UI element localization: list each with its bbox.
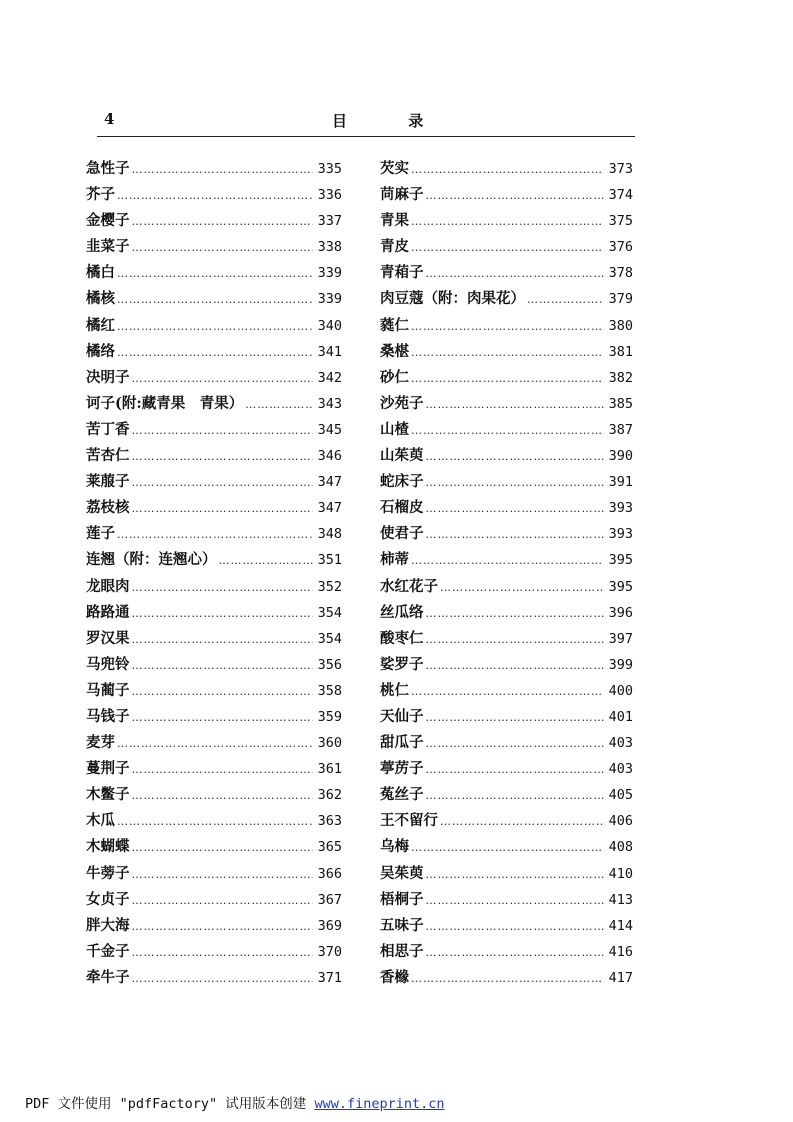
toc-entry-name: 梧桐子 xyxy=(380,890,424,908)
toc-entry-page: 399 xyxy=(608,656,633,673)
toc-entry-name: 蛇床子 xyxy=(380,473,424,491)
dot-leader xyxy=(411,346,604,359)
toc-entry-page: 335 xyxy=(317,161,342,177)
toc-entry[interactable] xyxy=(86,731,342,757)
dot-leader xyxy=(426,502,604,515)
toc-entry[interactable] xyxy=(86,366,342,392)
dot-leader xyxy=(426,607,604,620)
toc-entry-name: 相思子 xyxy=(380,942,424,960)
toc-entry-name: 五味子 xyxy=(380,916,424,934)
toc-column-right xyxy=(380,157,633,992)
toc-entry-page: 354 xyxy=(317,630,342,647)
toc-entry-page: 382 xyxy=(608,369,633,386)
dot-leader xyxy=(132,659,313,672)
toc-entry[interactable] xyxy=(380,757,633,783)
toc-entry[interactable] xyxy=(380,731,633,757)
toc-entry-page: 348 xyxy=(317,526,342,543)
dot-leader xyxy=(426,763,604,776)
toc-entry[interactable] xyxy=(86,392,342,418)
toc-entry-name: 芥子 xyxy=(86,186,115,204)
toc-entry[interactable] xyxy=(86,966,342,992)
toc-entry[interactable] xyxy=(380,548,633,574)
dot-leader xyxy=(426,476,604,489)
toc-entry[interactable] xyxy=(86,809,342,835)
dot-leader xyxy=(117,346,313,359)
toc-entry-page: 376 xyxy=(608,239,633,256)
toc-entry[interactable] xyxy=(380,627,633,653)
toc-entry-name: 乌梅 xyxy=(380,838,409,856)
toc-entry-page: 363 xyxy=(317,813,342,830)
toc-entry-page: 347 xyxy=(317,474,342,491)
toc-entry[interactable] xyxy=(380,888,633,914)
dot-leader xyxy=(411,372,604,385)
toc-entry[interactable] xyxy=(380,261,633,287)
toc-entry-page: 374 xyxy=(608,187,633,204)
toc-entry[interactable] xyxy=(380,601,633,627)
toc-entry[interactable] xyxy=(86,287,342,313)
toc-entry[interactable] xyxy=(380,966,633,992)
toc-entry-name: 菟丝子 xyxy=(380,786,424,804)
toc-entry-page: 391 xyxy=(608,474,633,491)
toc-entry-page: 400 xyxy=(608,682,633,699)
dot-leader xyxy=(117,320,313,333)
toc-entry-name: 马钱子 xyxy=(86,707,130,725)
dot-leader xyxy=(411,215,604,228)
toc-entry[interactable] xyxy=(86,835,342,861)
toc-entry-name: 木鳖子 xyxy=(86,786,130,804)
toc-entry-page: 336 xyxy=(317,187,342,204)
dot-leader xyxy=(426,189,604,202)
toc-entry-name: 使君子 xyxy=(380,525,424,543)
dot-leader xyxy=(132,424,313,437)
toc-entry-page: 367 xyxy=(317,891,342,908)
toc-entry[interactable] xyxy=(380,340,633,366)
toc-entry-name: 丝瓜络 xyxy=(380,603,424,621)
dot-leader xyxy=(132,763,313,776)
toc-entry-page: 403 xyxy=(608,761,633,778)
toc-entry-name: 山楂 xyxy=(380,420,409,438)
toc-entry-name: 石榴皮 xyxy=(380,499,424,517)
toc-entry-page: 397 xyxy=(608,630,633,647)
toc-entry[interactable] xyxy=(380,705,633,731)
dot-leader xyxy=(426,737,604,750)
dot-leader xyxy=(117,737,313,750)
toc-entry[interactable] xyxy=(380,235,633,261)
toc-entry[interactable] xyxy=(380,444,633,470)
toc-entry[interactable] xyxy=(380,914,633,940)
toc-entry[interactable] xyxy=(380,862,633,888)
toc-entry-name: 罗汉果 xyxy=(86,629,130,647)
toc-entry[interactable] xyxy=(86,235,342,261)
dot-leader xyxy=(117,189,313,202)
toc-entry[interactable] xyxy=(380,575,633,601)
dot-leader xyxy=(426,267,604,280)
toc-entry[interactable] xyxy=(86,548,342,574)
toc-entry-page: 414 xyxy=(608,917,633,934)
toc-column-left xyxy=(86,157,342,992)
toc-entry-name: 水红花子 xyxy=(380,577,438,595)
toc-entry[interactable] xyxy=(380,679,633,705)
toc-entry-name: 酸枣仁 xyxy=(380,629,424,647)
toc-entry-page: 361 xyxy=(317,761,342,778)
toc-entry-name: 甜瓜子 xyxy=(380,734,424,752)
toc-entry-name: 天仙子 xyxy=(380,707,424,725)
toc-entry-page: 340 xyxy=(317,317,342,334)
toc-entry[interactable] xyxy=(86,705,342,731)
toc-entry-name: 麦芽 xyxy=(86,734,115,752)
toc-entry[interactable] xyxy=(86,444,342,470)
toc-entry-name: 肉豆蔻（附：肉果花） xyxy=(380,290,525,308)
toc-entry-page: 396 xyxy=(608,604,633,621)
toc-entry-name: 柿蒂 xyxy=(380,551,409,569)
toc-entry[interactable] xyxy=(86,653,342,679)
toc-entry-name: 诃子(附:藏青果 青果） xyxy=(86,394,244,412)
toc-entry-name: 苦丁香 xyxy=(86,420,130,438)
toc-entry[interactable] xyxy=(86,183,342,209)
dot-leader xyxy=(440,581,604,594)
toc-entry[interactable] xyxy=(380,653,633,679)
toc-entry-page: 342 xyxy=(317,369,342,386)
toc-entry-page: 345 xyxy=(317,421,342,438)
toc-entry-name: 沙苑子 xyxy=(380,394,424,412)
footer-link[interactable]: www.fineprint.cn xyxy=(314,1096,445,1112)
page-title: 目 录 xyxy=(332,112,452,130)
toc-entry[interactable] xyxy=(86,261,342,287)
dot-leader xyxy=(132,920,313,933)
toc-entry-page: 362 xyxy=(317,787,342,804)
dot-leader xyxy=(117,293,313,306)
toc-entry-name: 莲子 xyxy=(86,525,115,543)
toc-entry[interactable] xyxy=(380,209,633,235)
dot-leader xyxy=(440,815,604,828)
toc-entry-page: 370 xyxy=(317,943,342,960)
toc-entry-name: 橘白 xyxy=(86,264,115,282)
dot-leader xyxy=(245,398,312,411)
toc-entry[interactable] xyxy=(380,366,633,392)
toc-entry-name: 苘麻子 xyxy=(380,186,424,204)
dot-leader xyxy=(132,607,313,620)
toc-entry[interactable] xyxy=(380,496,633,522)
dot-leader xyxy=(426,633,604,646)
toc-entry-page: 381 xyxy=(608,343,633,360)
toc-entry-name: 决明子 xyxy=(86,368,130,386)
dot-leader xyxy=(132,946,313,959)
toc-entry-name: 青皮 xyxy=(380,238,409,256)
toc-entry[interactable] xyxy=(86,418,342,444)
toc-entry-name: 吴茱萸 xyxy=(380,864,424,882)
toc-entry[interactable] xyxy=(86,627,342,653)
toc-entry-name: 橘核 xyxy=(86,290,115,308)
dot-leader xyxy=(411,424,604,437)
toc-entry-name: 桑椹 xyxy=(380,342,409,360)
dot-leader xyxy=(132,868,313,881)
dot-leader xyxy=(426,659,604,672)
toc-entry-page: 395 xyxy=(608,578,633,595)
toc-entry-page: 390 xyxy=(608,448,633,465)
dot-leader xyxy=(219,554,313,567)
toc-entry-name: 龙眼肉 xyxy=(86,577,130,595)
dot-leader xyxy=(426,894,604,907)
dot-leader xyxy=(426,450,604,463)
toc-entry-page: 371 xyxy=(317,969,342,986)
dot-leader xyxy=(117,815,313,828)
toc-entry[interactable] xyxy=(86,679,342,705)
toc-entry-page: 373 xyxy=(608,161,633,177)
dot-leader xyxy=(132,633,313,646)
toc-entry-page: 385 xyxy=(608,395,633,412)
toc-entry[interactable] xyxy=(86,601,342,627)
toc-entry-name: 荔枝核 xyxy=(86,499,130,517)
footer-text: PDF 文件使用 "pdfFactory" 试用版本创建 xyxy=(25,1096,315,1112)
toc-entry[interactable] xyxy=(380,835,633,861)
toc-entry-page: 356 xyxy=(317,656,342,673)
dot-leader xyxy=(411,685,604,698)
toc-entry-name: 山茱萸 xyxy=(380,447,424,465)
toc-entry-name: 连翘（附：连翘心） xyxy=(86,551,217,569)
page-number: 4 xyxy=(104,110,115,128)
toc-entry[interactable] xyxy=(86,314,342,340)
toc-entry-page: 401 xyxy=(608,708,633,725)
toc-entry-page: 393 xyxy=(608,526,633,543)
toc-entry-name: 王不留行 xyxy=(380,812,438,830)
toc-entry[interactable] xyxy=(380,809,633,835)
toc-entry[interactable] xyxy=(380,183,633,209)
toc-entry[interactable] xyxy=(380,418,633,444)
toc-entry-name: 路路通 xyxy=(86,603,130,621)
dot-leader xyxy=(426,868,604,881)
toc-entry-name: 韭菜子 xyxy=(86,238,130,256)
dot-leader xyxy=(132,685,313,698)
toc-entry-page: 339 xyxy=(317,265,342,282)
toc-entry-name: 木蝴蝶 xyxy=(86,838,130,856)
dot-leader xyxy=(132,711,313,724)
toc-entry-name: 芡实 xyxy=(380,160,409,177)
pdf-footer xyxy=(25,1092,444,1112)
dot-leader xyxy=(132,476,313,489)
toc-entry[interactable] xyxy=(86,496,342,522)
dot-leader xyxy=(411,241,604,254)
toc-entry-page: 341 xyxy=(317,343,342,360)
toc-entry-page: 352 xyxy=(317,578,342,595)
toc-entry[interactable] xyxy=(86,783,342,809)
toc-entry[interactable] xyxy=(86,914,342,940)
toc-entry-name: 急性子 xyxy=(86,160,130,177)
dot-leader xyxy=(411,320,604,333)
toc-entry-page: 413 xyxy=(608,891,633,908)
toc-entry-page: 347 xyxy=(317,500,342,517)
toc-entry-page: 387 xyxy=(608,421,633,438)
toc-entry-name: 蕤仁 xyxy=(380,316,409,334)
dot-leader xyxy=(426,528,604,541)
toc-entry-page: 351 xyxy=(317,552,342,569)
dot-leader xyxy=(132,894,313,907)
toc-entry-name: 胖大海 xyxy=(86,916,130,934)
dot-leader xyxy=(132,215,313,228)
toc-entry-page: 403 xyxy=(608,735,633,752)
dot-leader xyxy=(426,398,604,411)
toc-entry-name: 木瓜 xyxy=(86,812,115,830)
toc-entry-page: 358 xyxy=(317,682,342,699)
toc-entry[interactable] xyxy=(86,340,342,366)
toc-entry[interactable] xyxy=(86,209,342,235)
dot-leader xyxy=(411,163,604,176)
dot-leader xyxy=(132,450,313,463)
toc-entry[interactable] xyxy=(86,575,342,601)
dot-leader xyxy=(426,789,604,802)
toc-entry-name: 马蔺子 xyxy=(86,681,130,699)
dot-leader xyxy=(132,789,313,802)
dot-leader xyxy=(132,841,313,854)
toc-entry[interactable] xyxy=(86,888,342,914)
toc-entry-page: 379 xyxy=(608,291,633,308)
toc-entry-page: 417 xyxy=(608,969,633,986)
toc-entry-name: 青葙子 xyxy=(380,264,424,282)
dot-leader xyxy=(426,946,604,959)
toc-entry-page: 354 xyxy=(317,604,342,621)
toc-entry[interactable] xyxy=(380,470,633,496)
toc-entry-page: 406 xyxy=(608,813,633,830)
toc-entry[interactable] xyxy=(86,757,342,783)
dot-leader xyxy=(132,163,313,176)
toc-entry-page: 337 xyxy=(317,213,342,230)
toc-entry-page: 410 xyxy=(608,865,633,882)
dot-leader xyxy=(132,502,313,515)
toc-entry[interactable] xyxy=(86,470,342,496)
toc-entry-name: 牵牛子 xyxy=(86,968,130,986)
toc-entry-name: 橘红 xyxy=(86,316,115,334)
toc-entry-name: 葶苈子 xyxy=(380,760,424,778)
dot-leader xyxy=(411,841,604,854)
toc-entry[interactable] xyxy=(86,157,342,183)
dot-leader xyxy=(426,711,604,724)
toc-entry-page: 380 xyxy=(608,317,633,334)
toc-entry[interactable] xyxy=(86,940,342,966)
toc-entry-name: 金樱子 xyxy=(86,212,130,230)
toc-entry-name: 蔓荆子 xyxy=(86,760,130,778)
toc-entry[interactable] xyxy=(380,783,633,809)
toc-entry-name: 砂仁 xyxy=(380,368,409,386)
dot-leader xyxy=(132,372,313,385)
toc-entry-page: 375 xyxy=(608,213,633,230)
toc-entry-name: 女贞子 xyxy=(86,890,130,908)
toc-entry-name: 千金子 xyxy=(86,942,130,960)
dot-leader xyxy=(117,528,313,541)
toc-entry-page: 366 xyxy=(317,865,342,882)
toc-entry-page: 360 xyxy=(317,735,342,752)
toc-entry-page: 416 xyxy=(608,943,633,960)
toc-entry[interactable] xyxy=(380,314,633,340)
dot-leader xyxy=(411,554,604,567)
toc-entry[interactable] xyxy=(380,157,633,183)
toc-entry-page: 359 xyxy=(317,708,342,725)
toc-entry-page: 395 xyxy=(608,552,633,569)
header-divider xyxy=(97,136,635,137)
dot-leader xyxy=(411,972,604,985)
toc-entry-name: 苦杏仁 xyxy=(86,447,130,465)
dot-leader xyxy=(132,972,313,985)
toc-entry-page: 378 xyxy=(608,265,633,282)
toc-entry-page: 343 xyxy=(317,395,342,412)
dot-leader xyxy=(426,920,604,933)
toc-entry-name: 娑罗子 xyxy=(380,655,424,673)
dot-leader xyxy=(527,293,604,306)
toc-entry-page: 346 xyxy=(317,448,342,465)
toc-entry[interactable] xyxy=(380,392,633,418)
toc-entry-page: 369 xyxy=(317,917,342,934)
dot-leader xyxy=(132,241,313,254)
toc-entry-page: 339 xyxy=(317,291,342,308)
toc-entry-name: 马兜铃 xyxy=(86,655,130,673)
dot-leader xyxy=(117,267,313,280)
toc-entry[interactable] xyxy=(380,522,633,548)
toc-entry[interactable] xyxy=(380,940,633,966)
toc-entry-page: 408 xyxy=(608,839,633,856)
toc-entry[interactable] xyxy=(380,287,633,313)
toc-entry-name: 桃仁 xyxy=(380,681,409,699)
toc-entry-name: 莱菔子 xyxy=(86,473,130,491)
dot-leader xyxy=(132,581,313,594)
toc-entry-name: 橘络 xyxy=(86,342,115,360)
toc-entry-page: 405 xyxy=(608,787,633,804)
toc-entry-name: 牛蒡子 xyxy=(86,864,130,882)
toc-entry-name: 香橼 xyxy=(380,968,409,986)
toc-entry-page: 393 xyxy=(608,500,633,517)
toc-entry[interactable] xyxy=(86,862,342,888)
toc-entry[interactable] xyxy=(86,522,342,548)
toc-entry-page: 338 xyxy=(317,239,342,256)
toc-entry-name: 青果 xyxy=(380,212,409,230)
toc-entry-page: 365 xyxy=(317,839,342,856)
